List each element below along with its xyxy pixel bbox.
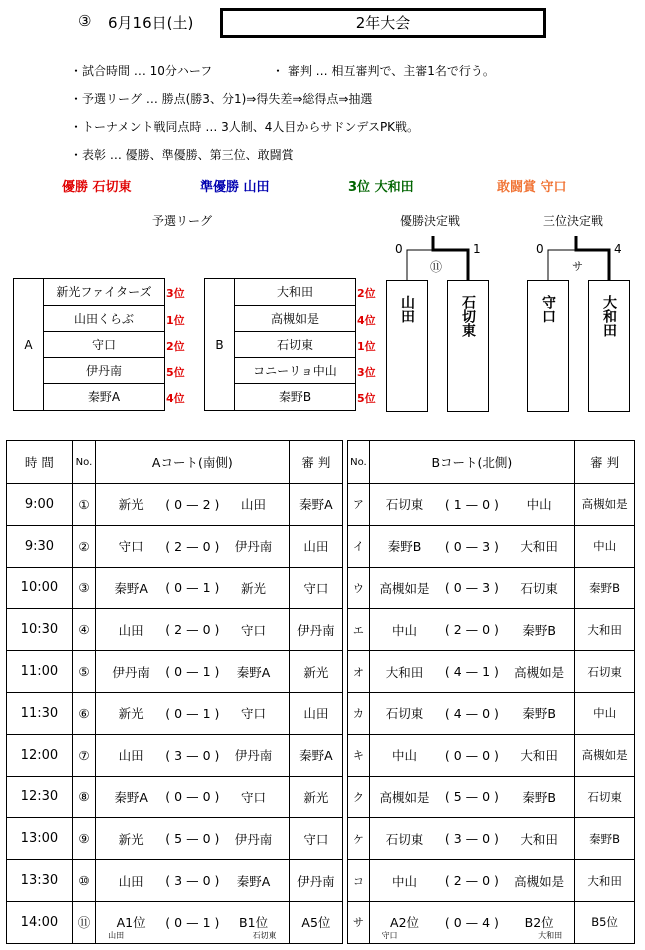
b-away-score: 0 (482, 705, 491, 721)
a-home-score: 3 (174, 873, 183, 889)
match-no-b: エ (348, 609, 369, 651)
b-home-score: 4 (453, 664, 462, 680)
group-a-team: 守口 (43, 331, 164, 358)
referee-a: 秦野A (289, 484, 343, 526)
b-home-score: 0 (453, 747, 462, 763)
b-away-team: 高槻如是 (514, 873, 565, 889)
schedule-row (7, 692, 635, 734)
b-home-score: 1 (453, 496, 462, 512)
court-b-match: 大和田 ( 4 — 1 ) 高槻如是 (369, 651, 575, 693)
schedule-table (6, 440, 635, 944)
schedule-row (7, 776, 635, 818)
schedule-row (7, 651, 635, 693)
a-home-team: 新光 (118, 831, 144, 847)
rule-tournament: ・トーナメント戦同点時 … 3人制、4人目からサドンデスPK戦。 (70, 120, 420, 134)
a-home-team: 守口 (118, 539, 144, 555)
referee-a: 秦野A (289, 734, 343, 776)
group-a-team: 新光ファイターズ (43, 278, 164, 305)
group-a-team: 秦野A (43, 383, 164, 410)
group-b-rank: 4位 (357, 314, 376, 327)
b-home-team: 石切東 (385, 497, 424, 513)
b-away-score: 0 (482, 831, 491, 847)
b-home-score: 0 (453, 914, 462, 930)
b-home-team: 高槻如是 (379, 789, 430, 805)
rule-awards: ・表彰 … 優勝、準優勝、第三位、敢闘賞 (70, 148, 294, 162)
time-cell: 14:00 (7, 901, 73, 943)
a-away-score: 2 (202, 496, 211, 512)
court-b-match: 高槻如是 ( 0 — 3 ) 石切東 (369, 567, 575, 609)
a-away-team: 山田 (241, 497, 267, 513)
b-away-score: 0 (482, 873, 491, 889)
match-no-b: ケ (348, 818, 369, 860)
court-a-match: 山田 ( 3 — 0 ) 秦野A (96, 860, 289, 902)
b-home-score: 5 (453, 789, 462, 805)
third-right-team: 大和田 (588, 280, 630, 412)
rule-referee: ・ 審判 … 相互審判で、主審1名で行う。 (272, 64, 495, 78)
match-no-a: ⑥ (72, 692, 95, 734)
final-title: 優勝決定戦 (400, 214, 461, 228)
court-b-match: 石切東 ( 4 — 0 ) 秦野B (369, 692, 575, 734)
b-away-team: 高槻如是 (514, 664, 565, 680)
referee-b: 大和田 (575, 860, 635, 902)
court-b-match: 中山 ( 0 — 0 ) 大和田 (369, 734, 575, 776)
b-away-score: 0 (482, 496, 491, 512)
group-b-team: 石切東 (234, 331, 355, 358)
header-no-b: No. (348, 441, 369, 484)
court-a-match: 秦野A ( 0 — 1 ) 新光 (96, 567, 289, 609)
court-a-match: 伊丹南 ( 0 — 1 ) 秦野A (96, 651, 289, 693)
rule-time: ・試合時間 … 10分ハーフ (70, 64, 213, 78)
group-b-team: コニーリョ中山 (234, 357, 355, 384)
match-no-a: ③ (72, 567, 95, 609)
b-home-team: 中山 (392, 622, 418, 638)
referee-b: 石切東 (575, 776, 635, 818)
referee-a: 守口 (289, 818, 343, 860)
court-a-match: 新光 ( 0 — 2 ) 山田 (96, 484, 289, 526)
b-home-team: 石切東 (385, 706, 424, 722)
group-a-label: A (24, 337, 33, 352)
referee-a: 新光 (289, 776, 343, 818)
match-no-a: ⑪ (72, 901, 95, 943)
group-b-team: 秦野B (234, 383, 355, 410)
time-cell: 9:00 (7, 484, 73, 526)
third-right-score: 4 (614, 242, 622, 256)
court-a-match: 山田 ( 2 — 0 ) 守口 (96, 609, 289, 651)
final-left-team: 山田 (386, 280, 428, 412)
court-b-match: A2位 ( 0 — 4 ) B2位 守口 大和田 (369, 901, 575, 943)
rule-league: ・予選リーグ … 勝点(勝3、分1)⇒得失差⇒総得点⇒抽選 (70, 92, 373, 106)
b-away-score: 0 (482, 622, 491, 638)
a-home-team: 新光 (118, 497, 144, 513)
header-court-b: Bコート(北側) (369, 441, 575, 484)
match-no-a: ⑦ (72, 734, 95, 776)
a-away-team: 秦野A (236, 873, 271, 889)
referee-a: 伊丹南 (289, 609, 343, 651)
match-no-b: サ (348, 901, 369, 943)
event-title: 2年大会 (220, 8, 546, 38)
group-b-rank: 1位 (357, 340, 376, 353)
referee-a: 新光 (289, 651, 343, 693)
a-away-team: 守口 (241, 622, 267, 638)
third-place-title: 三位決定戦 (543, 214, 604, 228)
court-b-match: 秦野B ( 0 — 3 ) 大和田 (369, 525, 575, 567)
referee-a: 山田 (289, 525, 343, 567)
a-home-score: 0 (174, 496, 183, 512)
a-home-score: 2 (174, 538, 183, 554)
match-no-a: ② (72, 525, 95, 567)
court-b-match: 石切東 ( 1 — 0 ) 中山 (369, 484, 575, 526)
b-home-score: 0 (453, 580, 462, 596)
referee-b: 大和田 (575, 609, 635, 651)
b-home-score: 4 (453, 705, 462, 721)
referee-b: 中山 (575, 692, 635, 734)
group-a-team: 山田くらぶ (43, 305, 164, 332)
match-no-b: イ (348, 525, 369, 567)
b-home-score: 3 (453, 831, 462, 847)
group-a-team: 伊丹南 (43, 357, 164, 384)
header-ref-a: 審 判 (289, 441, 343, 484)
a-away-team: 守口 (241, 789, 267, 805)
referee-b: 高槻如是 (575, 734, 635, 776)
match-no-b: キ (348, 734, 369, 776)
a-away-score: 1 (202, 664, 211, 680)
a-away-score: 0 (202, 789, 211, 805)
time-cell: 10:00 (7, 567, 73, 609)
time-cell: 12:30 (7, 776, 73, 818)
time-cell: 13:30 (7, 860, 73, 902)
bracket-result-sub: 大和田 (538, 930, 563, 940)
match-no-a: ④ (72, 609, 95, 651)
a-away-score: 0 (202, 747, 211, 763)
referee-b: 秦野B (575, 567, 635, 609)
group-a-rank: 1位 (166, 314, 185, 327)
b-home-team: A2位 (390, 915, 420, 931)
schedule-row (7, 734, 635, 776)
group-b-rank: 2位 (357, 287, 376, 300)
b-away-score: 3 (482, 580, 491, 596)
a-home-score: 0 (174, 664, 183, 680)
b-away-score: 0 (482, 747, 491, 763)
referee-a: 伊丹南 (289, 860, 343, 902)
b-home-score: 0 (453, 538, 462, 554)
referee-a: 山田 (289, 692, 343, 734)
a-away-team: B1位 (239, 915, 269, 931)
court-a-match: 守口 ( 2 — 0 ) 伊丹南 (96, 525, 289, 567)
a-home-score: 0 (174, 580, 183, 596)
match-no-b: ア (348, 484, 369, 526)
time-cell: 9:30 (7, 525, 73, 567)
b-away-team: 中山 (526, 497, 552, 513)
b-away-team: 大和田 (520, 539, 558, 555)
result-third: 3位 大和田 (348, 180, 414, 195)
group-b-label: B (215, 337, 224, 352)
a-home-team: 山田 (118, 873, 144, 889)
court-b-match: 高槻如是 ( 5 — 0 ) 秦野B (369, 776, 575, 818)
a-home-team: 秦野A (114, 789, 148, 805)
b-away-team: B2位 (524, 915, 554, 931)
a-away-team: 守口 (241, 706, 267, 722)
b-home-team: 高槻如是 (379, 580, 430, 596)
match-no-a: ⑤ (72, 651, 95, 693)
group-b-rank: 5位 (357, 392, 376, 405)
court-b-match: 中山 ( 2 — 0 ) 高槻如是 (369, 860, 575, 902)
group-b-rank: 3位 (357, 366, 376, 379)
match-no-b: コ (348, 860, 369, 902)
b-home-score: 2 (453, 873, 462, 889)
header-court-a: Aコート(南側) (96, 441, 289, 484)
group-a-rank: 3位 (166, 287, 185, 300)
final-match-no: ⑪ (430, 260, 443, 274)
a-away-team: 新光 (241, 580, 267, 596)
a-away-score: 0 (202, 622, 211, 638)
a-away-team: 秦野A (236, 664, 271, 680)
third-left-team: 守口 (527, 280, 569, 412)
referee-b: 秦野B (575, 818, 635, 860)
court-a-match: 秦野A ( 0 — 0 ) 守口 (96, 776, 289, 818)
schedule-row (7, 609, 635, 651)
a-home-team: A1位 (116, 915, 146, 931)
b-away-team: 秦野B (522, 706, 556, 722)
match-no-a: ⑨ (72, 818, 95, 860)
a-home-score: 3 (174, 747, 183, 763)
a-home-score: 0 (174, 789, 183, 805)
time-cell: 11:00 (7, 651, 73, 693)
final-right-team: 石切東 (447, 280, 489, 412)
schedule-row (7, 484, 635, 526)
result-runner-up: 準優勝 山田 (200, 180, 270, 195)
b-home-team: 秦野B (387, 539, 422, 555)
a-away-team: 伊丹南 (234, 539, 273, 555)
final-left-score: 0 (395, 242, 403, 256)
bracket-result-sub: 石切東 (252, 930, 277, 940)
group-b-team: 大和田 (234, 278, 355, 305)
b-home-team: 大和田 (385, 664, 424, 680)
third-left-score: 0 (536, 242, 544, 256)
group-a-rank: 2位 (166, 340, 185, 353)
court-a-match: 山田 ( 3 — 0 ) 伊丹南 (96, 734, 289, 776)
court-b-match: 石切東 ( 3 — 0 ) 大和田 (369, 818, 575, 860)
b-home-score: 2 (453, 622, 462, 638)
schedule-row (7, 818, 635, 860)
bracket-result-sub: 守口 (381, 930, 398, 940)
league-title: 予選リーグ (152, 214, 213, 228)
a-away-team: 伊丹南 (234, 831, 273, 847)
group-a-rank: 4位 (166, 392, 185, 405)
a-away-score: 0 (202, 831, 211, 847)
a-away-score: 0 (202, 538, 211, 554)
b-away-team: 大和田 (520, 748, 558, 764)
referee-a: 守口 (289, 567, 343, 609)
time-cell: 11:30 (7, 692, 73, 734)
time-cell: 13:00 (7, 818, 73, 860)
a-home-score: 0 (174, 914, 183, 930)
match-no-b: ウ (348, 567, 369, 609)
a-home-team: 山田 (118, 622, 144, 638)
time-cell: 12:00 (7, 734, 73, 776)
match-no-b: カ (348, 692, 369, 734)
court-b-match: 中山 ( 2 — 0 ) 秦野B (369, 609, 575, 651)
match-no-a: ⑩ (72, 860, 95, 902)
match-no-a: ① (72, 484, 95, 526)
event-number: ③ (78, 12, 92, 30)
bracket-result-sub: 山田 (108, 930, 125, 940)
match-no-b: オ (348, 651, 369, 693)
a-home-team: 秦野A (114, 580, 148, 596)
a-home-score: 2 (174, 622, 183, 638)
b-away-team: 石切東 (520, 580, 558, 596)
header-time: 時 間 (7, 441, 73, 484)
match-no-b: ク (348, 776, 369, 818)
schedule-row (7, 567, 635, 609)
result-fighting-spirit: 敢闘賞 守口 (497, 180, 567, 195)
a-away-score: 1 (202, 705, 211, 721)
b-away-score: 4 (482, 914, 491, 930)
time-cell: 10:30 (7, 609, 73, 651)
b-home-team: 中山 (392, 748, 418, 764)
referee-b: 高槻如是 (575, 484, 635, 526)
result-winner: 優勝 石切東 (62, 180, 132, 195)
a-home-score: 0 (174, 705, 183, 721)
a-home-team: 伊丹南 (112, 664, 150, 680)
b-home-team: 石切東 (385, 831, 424, 847)
header-no-a: No. (72, 441, 95, 484)
event-date: 6月16日(土) (108, 14, 194, 32)
b-home-team: 中山 (392, 873, 418, 889)
schedule-header (7, 441, 635, 484)
schedule-row (7, 901, 635, 943)
a-away-score: 1 (202, 914, 211, 930)
schedule-row (7, 860, 635, 902)
a-home-team: 山田 (118, 748, 144, 764)
court-a-match: A1位 ( 0 — 1 ) B1位 山田 石切東 (96, 901, 289, 943)
group-b-team: 高槻如是 (234, 305, 355, 332)
a-away-score: 0 (202, 873, 211, 889)
referee-a: A5位 (289, 901, 343, 943)
header-ref-b: 審 判 (575, 441, 635, 484)
court-a-match: 新光 ( 0 — 1 ) 守口 (96, 692, 289, 734)
a-away-score: 1 (202, 580, 211, 596)
b-away-score: 0 (482, 789, 491, 805)
referee-b: 石切東 (575, 651, 635, 693)
b-away-team: 大和田 (520, 831, 558, 847)
b-away-team: 秦野B (522, 622, 556, 638)
a-home-team: 新光 (118, 706, 144, 722)
a-away-team: 伊丹南 (234, 748, 273, 764)
referee-b: 中山 (575, 525, 635, 567)
group-a-rank: 5位 (166, 366, 185, 379)
b-away-score: 1 (482, 664, 491, 680)
referee-b: B5位 (575, 901, 635, 943)
match-no-a: ⑧ (72, 776, 95, 818)
b-away-team: 秦野B (522, 789, 556, 805)
court-a-match: 新光 ( 5 — 0 ) 伊丹南 (96, 818, 289, 860)
final-right-score: 1 (473, 242, 481, 256)
b-away-score: 3 (482, 538, 491, 554)
third-match-no: サ (572, 260, 583, 273)
a-home-score: 5 (174, 831, 183, 847)
schedule-row (7, 525, 635, 567)
